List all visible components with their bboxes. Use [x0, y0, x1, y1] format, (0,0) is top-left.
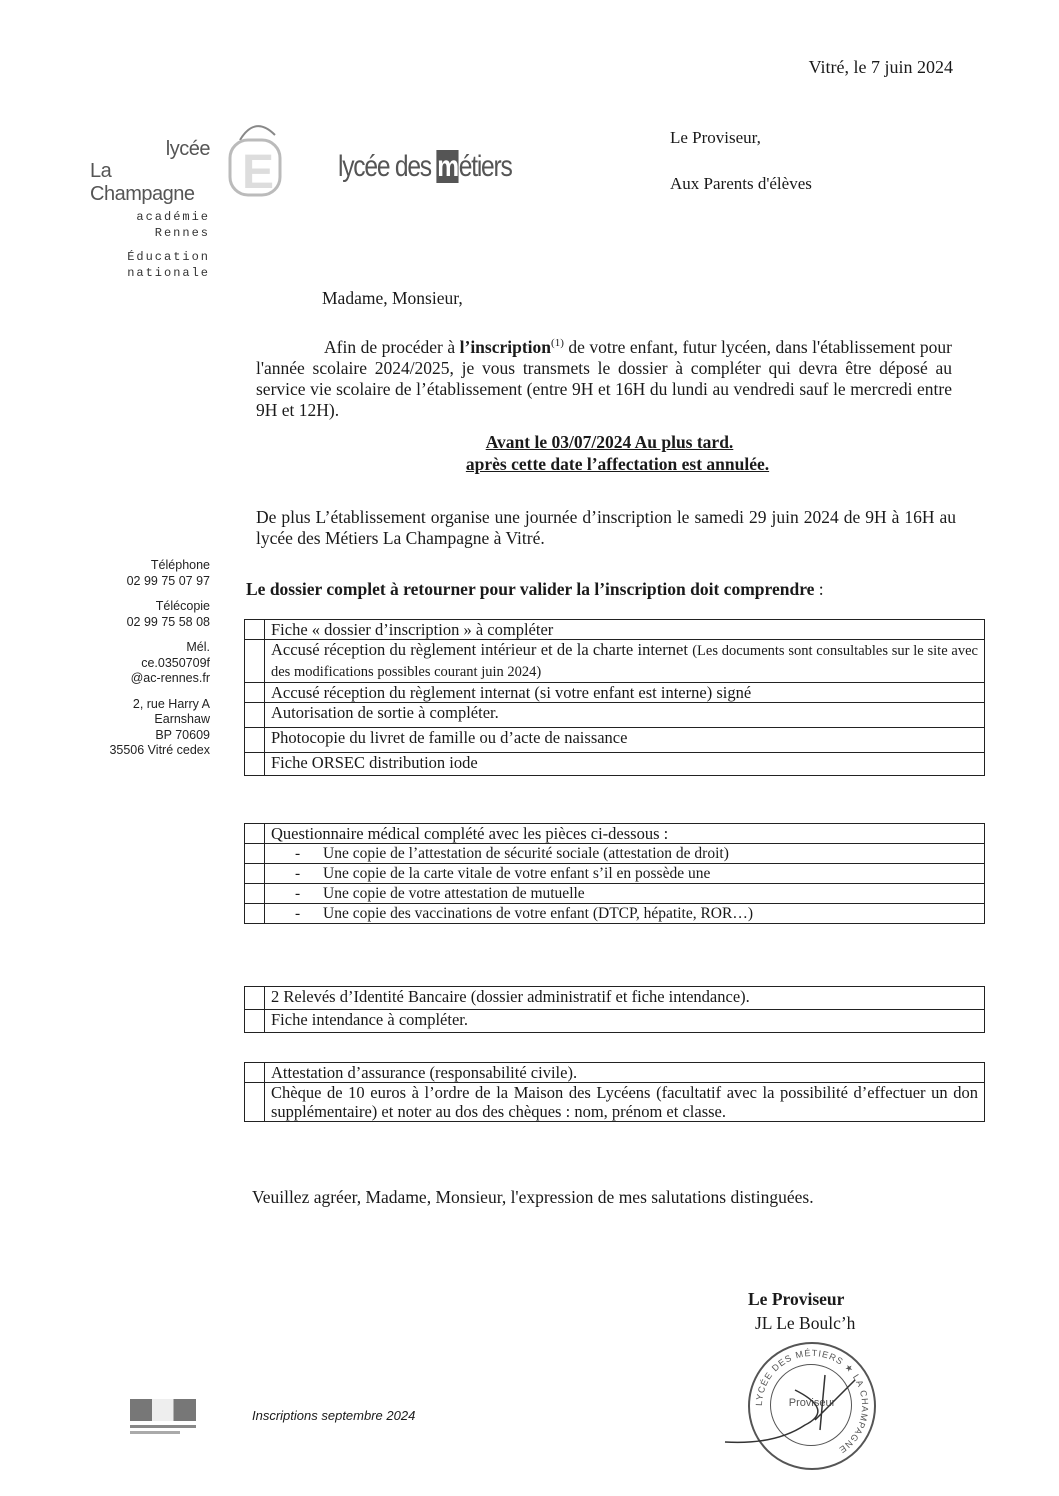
signature-name: JL Le Boulc’h	[755, 1313, 856, 1333]
p1-start: Afin de procéder à	[324, 336, 460, 357]
flag-icon	[130, 1399, 196, 1421]
stamp-center: Proviseur	[788, 1397, 836, 1409]
footer-label: Inscriptions septembre 2024	[252, 1408, 416, 1423]
address-line4: 35506 Vitré cedex	[109, 743, 210, 757]
academie-line1: académie	[136, 210, 210, 224]
table-cell: Fiche intendance à compléter.	[265, 1010, 985, 1033]
checklist-table-2	[244, 823, 985, 924]
list-heading-colon: :	[814, 579, 824, 599]
closing-formula: Veuillez agréer, Madame, Monsieur, l'expression de mes salutations distinguées.	[252, 1187, 814, 1207]
checkbox-cell[interactable]	[245, 640, 265, 683]
checkbox-cell[interactable]	[245, 824, 265, 844]
table-row	[245, 683, 985, 703]
table-row	[245, 1010, 985, 1033]
checkbox-cell[interactable]	[245, 904, 265, 924]
list-heading-text: Le dossier complet à retourner pour valider la l’inscription doit comprendre	[246, 579, 815, 599]
table-row	[245, 620, 985, 640]
education-line2: nationale	[127, 266, 210, 280]
table-row	[245, 904, 985, 924]
svg-text:E: E	[242, 146, 275, 199]
address-line1: 2, rue Harry A	[132, 696, 210, 711]
sub-item: Une copie de l’attestation de sécurité sociale (attestation de droit)	[323, 845, 729, 862]
lycee-logo	[90, 110, 275, 290]
sub-item: Une copie des vaccinations de votre enfant (DTCP, hépatite, ROR…)	[323, 905, 754, 922]
table-cell	[265, 640, 985, 683]
deadline-line2: après cette date l’affectation est annulée.	[465, 454, 770, 474]
checkbox-cell[interactable]	[245, 987, 265, 1010]
checkbox-cell[interactable]	[245, 753, 265, 776]
place-date: Vitré, le 7 juin 2024	[808, 57, 953, 77]
list-heading	[246, 579, 824, 600]
table-cell: Fiche « dossier d’inscription » à compléter	[265, 620, 985, 640]
table-row	[245, 753, 985, 776]
handwritten-signature	[705, 1370, 875, 1460]
table-row	[245, 987, 985, 1010]
table-row	[245, 824, 985, 844]
logo-caption-bar	[130, 1431, 180, 1434]
table-row	[245, 844, 985, 864]
republique-logo	[130, 1399, 196, 1435]
address-line2: Earnshaw	[154, 712, 210, 726]
table-cell: Autorisation de sortie à compléter.	[265, 703, 985, 728]
metiers-prefix: lycée des	[338, 150, 437, 183]
checkbox-cell[interactable]	[245, 703, 265, 728]
recipient: Aux Parents d'élèves	[670, 174, 812, 193]
table-row	[245, 728, 985, 753]
checkbox-cell[interactable]	[245, 844, 265, 864]
table-row	[245, 703, 985, 728]
mail-line2: @ac-rennes.fr	[130, 671, 210, 685]
row-note: (Les documents sont consultables sur le site avec des modifications possibles courant juin 2024)	[271, 643, 978, 680]
tel-label: Téléphone	[150, 558, 210, 572]
p1-bold: l’inscription	[459, 336, 552, 357]
e-emblem-icon	[220, 110, 290, 200]
checklist-table-3	[244, 986, 985, 1033]
logo-line1: lycée	[165, 138, 210, 160]
mail-label: Mél.	[186, 640, 210, 654]
checkbox-cell[interactable]	[245, 620, 265, 640]
checkbox-cell[interactable]	[245, 1063, 265, 1083]
paragraph-1	[256, 333, 952, 421]
table-row	[245, 1083, 985, 1122]
table-cell: Attestation d’assurance (responsabilité civile).	[265, 1063, 985, 1083]
stamp-ring-label: LYCÉE DES MÉTIERS ★ LA CHAMPAGNE	[753, 1347, 871, 1456]
p1-end: de votre enfant, futur lycéen, dans l'établissement pour l'année scolaire 2024/2025, je vous transmets le dossier à compléter qui devra être déposé au service vie scolaire de l’établissement (entre 9H et 16H du lundi au vendredi sauf le mercredi entre 9H et 12H).	[256, 336, 952, 420]
paragraph-2: De plus L’établissement organise une journée d’inscription le samedi 29 juin 2024 de 9H à 16H au lycée des Métiers La Champagne à Vitré.	[256, 507, 956, 548]
table-row	[245, 1063, 985, 1083]
signature-title: Le Proviseur	[748, 1289, 845, 1309]
mail-line1: ce.0350709f	[141, 655, 210, 670]
checkbox-cell[interactable]	[245, 1010, 265, 1033]
lycee-des-metiers-logo	[338, 150, 512, 184]
row-text: Accusé réception du règlement intérieur et de la charte internet	[271, 640, 688, 659]
academie-line2: Rennes	[154, 226, 210, 240]
table-cell: - Une copie de la carte vitale de votre enfant s’il en possède une	[265, 864, 985, 884]
table-cell: Accusé réception du règlement internat (si votre enfant est interne) signé	[265, 683, 985, 703]
tel-number: 02 99 75 07 97	[126, 573, 210, 588]
table-cell: Fiche ORSEC distribution iode	[265, 753, 985, 776]
logo-line2: La Champagne	[90, 160, 195, 205]
education-line1: Éducation	[127, 250, 210, 264]
table-cell: 2 Relevés d’Identité Bancaire (dossier administratif et fiche intendance).	[265, 987, 985, 1010]
table-row	[245, 864, 985, 884]
sender: Le Proviseur,	[670, 128, 761, 147]
table-row	[245, 884, 985, 904]
salutation: Madame, Monsieur,	[322, 288, 463, 308]
contact-block	[80, 558, 210, 759]
checkbox-cell[interactable]	[245, 864, 265, 884]
logo-caption-bar	[130, 1425, 196, 1428]
metiers-rest: étiers	[458, 150, 512, 183]
checkbox-cell[interactable]	[245, 728, 265, 753]
table-cell: Questionnaire médical complété avec les pièces ci-dessous :	[265, 824, 985, 844]
sub-item: Une copie de votre attestation de mutuelle	[323, 885, 585, 902]
sub-item: Une copie de la carte vitale de votre enfant s’il en possède une	[323, 865, 711, 882]
checkbox-cell[interactable]	[245, 683, 265, 703]
table-cell: - Une copie des vaccinations de votre enfant (DTCP, hépatite, ROR…)	[265, 904, 985, 924]
checklist-table-1	[244, 619, 985, 776]
table-row	[245, 640, 985, 683]
table-cell: Chèque de 10 euros à l’ordre de la Maison des Lycéens (facultatif avec la possibilité d’effectuer un don supplémentaire) et noter au dos des chèques : nom, prénom et classe.	[265, 1083, 985, 1122]
checkbox-cell[interactable]	[245, 1083, 265, 1122]
address-line3: BP 70609	[155, 727, 210, 742]
table-cell: Photocopie du livret de famille ou d’acte de naissance	[265, 728, 985, 753]
fax-label: Télécopie	[155, 599, 210, 613]
p1-footnote-ref: (1)	[551, 337, 564, 349]
table-cell: - Une copie de l’attestation de sécurité sociale (attestation de droit)	[265, 844, 985, 864]
fax-number: 02 99 75 58 08	[126, 614, 210, 629]
checkbox-cell[interactable]	[245, 884, 265, 904]
metiers-cap: m	[437, 150, 458, 183]
table-cell: - Une copie de votre attestation de mutuelle	[265, 884, 985, 904]
deadline-line1: Avant le 03/07/2024 Au plus tard.	[485, 432, 734, 452]
checklist-table-4	[244, 1062, 985, 1122]
